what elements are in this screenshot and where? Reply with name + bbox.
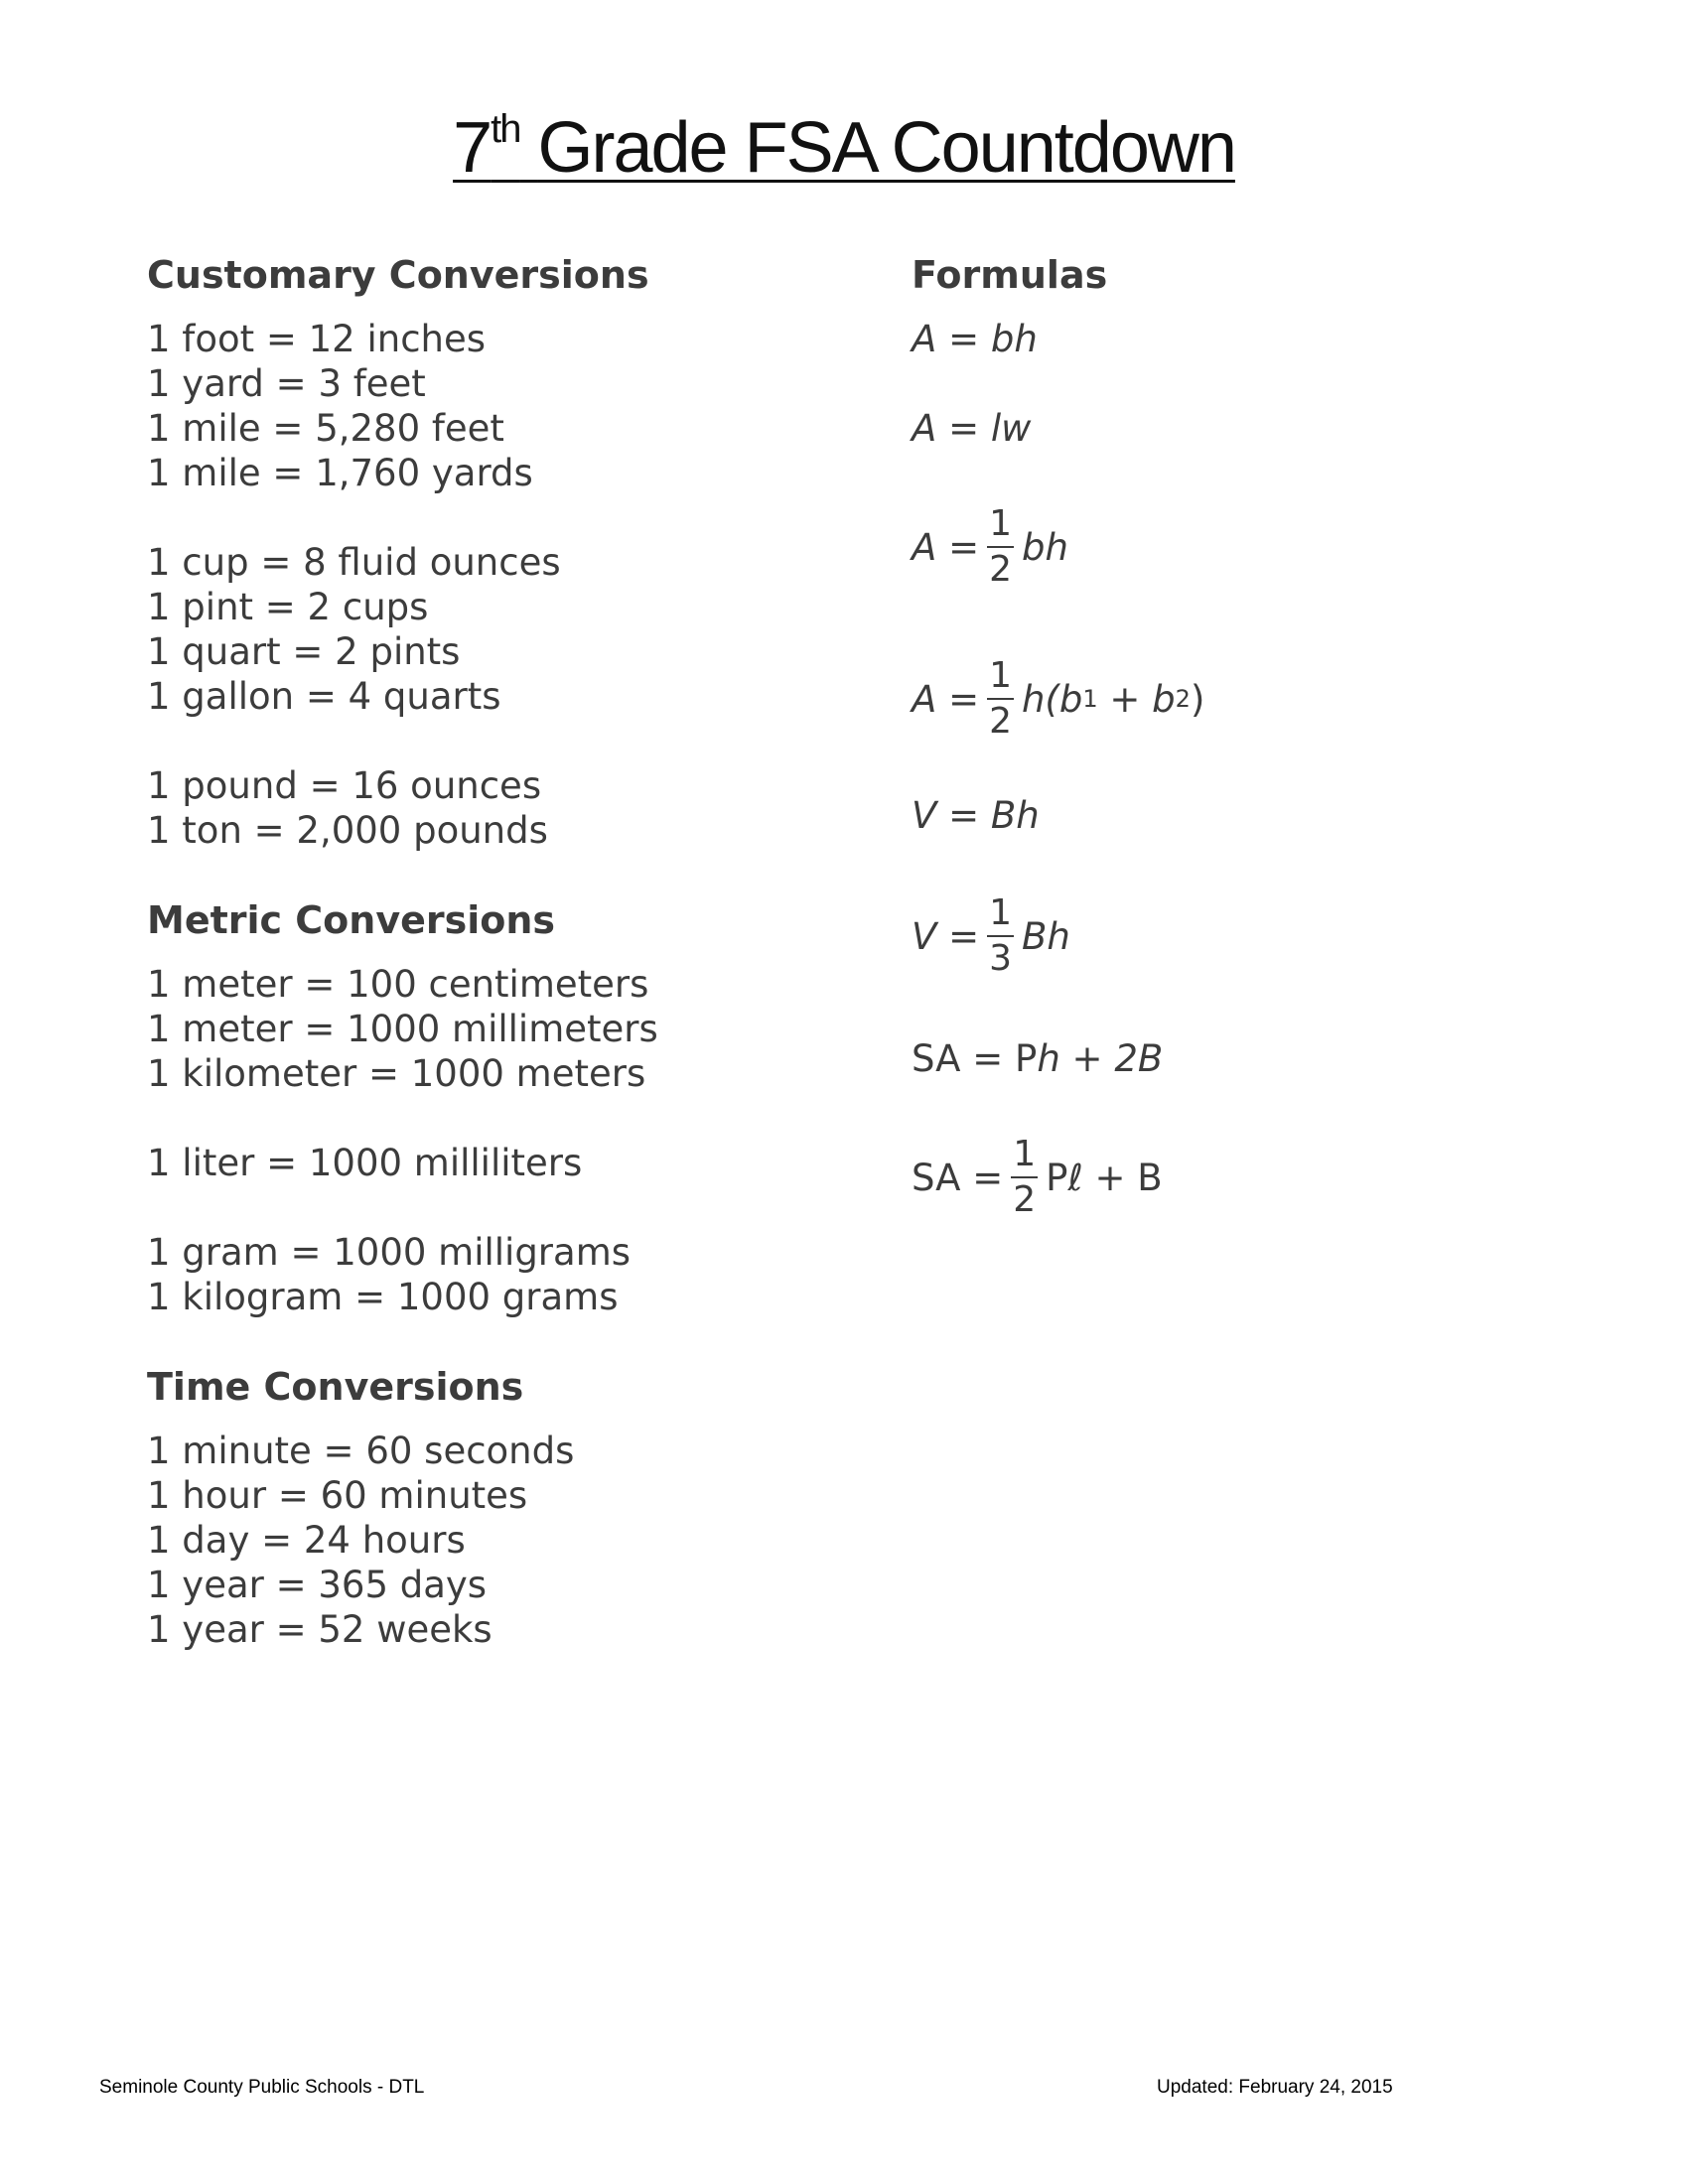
customary-line: 1 foot = 12 inches [147, 318, 487, 360]
fraction [1011, 1134, 1038, 1220]
fraction-denominator: 2 [1013, 1179, 1037, 1220]
formula-pyramid-surface-area: SA = $\frac{1}{2}$ Pℓ + B [912, 1134, 1163, 1220]
fraction-denominator: 2 [989, 549, 1012, 590]
time-line: 1 minute = 60 seconds [147, 1430, 575, 1472]
formula-h: h(b [1021, 677, 1083, 721]
formula-rhs: lw [990, 407, 1032, 450]
formula-prism-volume: V = Bh [912, 794, 1040, 837]
fraction [987, 892, 1014, 979]
customary-heading: Customary Conversions [147, 253, 649, 297]
formula-h: h [1037, 1037, 1060, 1080]
metric-line: 1 kilometer = 1000 meters [147, 1052, 646, 1095]
formula-trapezoid-area: A = $\frac{1}{2}$ h(b 1 + b 2 ) [912, 655, 1205, 742]
customary-line: 1 pound = 16 ounces [147, 764, 542, 807]
time-heading: Time Conversions [147, 1365, 524, 1409]
time-line: 1 year = 52 weeks [147, 1608, 492, 1651]
customary-line: 1 quart = 2 pints [147, 630, 461, 673]
customary-line: 1 yard = 3 feet [147, 362, 426, 405]
page-title [0, 107, 1688, 189]
formula-prism-surface-area: SA = P h + 2B [912, 1037, 1164, 1080]
metric-line: 1 meter = 100 centimeters [147, 963, 649, 1006]
subscript: 1 [1082, 685, 1098, 713]
formula-lhs: V [912, 914, 937, 958]
formula-triangle-area: A = $\frac{1}{2}$ bh [912, 503, 1068, 590]
metric-line: 1 liter = 1000 milliliters [147, 1142, 583, 1184]
formula-p: P [1015, 1037, 1038, 1080]
fraction-denominator: 2 [989, 701, 1012, 742]
time-line: 1 year = 365 days [147, 1564, 488, 1606]
formula-lhs: SA [912, 1156, 961, 1199]
time-line: 1 day = 24 hours [147, 1519, 466, 1562]
fraction-numerator: 1 [987, 895, 1014, 937]
formula-rectangle-area: A = bh [912, 318, 1038, 360]
formulas-heading: Formulas [912, 253, 1108, 297]
metric-line: 1 kilogram = 1000 grams [147, 1276, 619, 1318]
formula-rhs: Pℓ + B [1046, 1156, 1163, 1199]
formula-lhs: A [912, 407, 937, 450]
footer-source: Seminole County Public Schools - DTL [99, 2077, 425, 2098]
customary-line: 1 ton = 2,000 pounds [147, 809, 548, 852]
customary-line: 1 mile = 1,760 yards [147, 452, 533, 494]
title-text: Grade FSA Countdown [537, 108, 1235, 188]
fraction [987, 503, 1014, 590]
metric-line: 1 gram = 1000 milligrams [147, 1231, 632, 1274]
formula-lhs: A [912, 318, 937, 360]
subscript: 2 [1175, 685, 1191, 713]
title-suffix: th [491, 107, 520, 151]
customary-line: 1 gallon = 4 quarts [147, 675, 501, 718]
fraction-denominator: 3 [989, 938, 1012, 979]
formula-mid: + b [1097, 677, 1176, 721]
formula-b: 2B [1114, 1037, 1164, 1080]
fraction-numerator: 1 [987, 658, 1014, 700]
formula-rhs: Bh [990, 794, 1040, 837]
formula-close: ) [1190, 677, 1205, 721]
metric-heading: Metric Conversions [147, 898, 556, 942]
formula-rhs: Bh [1021, 914, 1070, 958]
metric-line: 1 meter = 1000 millimeters [147, 1008, 658, 1050]
fraction-numerator: 1 [1011, 1137, 1038, 1178]
formula-lhs: SA [912, 1037, 961, 1080]
customary-line: 1 mile = 5,280 feet [147, 407, 504, 450]
formula-lhs: A [912, 525, 937, 569]
formula-rhs: bh [1021, 525, 1068, 569]
formula-pyramid-volume: V = $\frac{1}{3}$ Bh [912, 892, 1070, 979]
formula-plus: + [1059, 1037, 1115, 1080]
time-line: 1 hour = 60 minutes [147, 1474, 528, 1517]
formula-lhs: A [912, 677, 937, 721]
fraction-numerator: 1 [987, 506, 1014, 548]
formula-rhs: bh [990, 318, 1038, 360]
fraction [987, 655, 1014, 742]
formula-lhs: V [912, 794, 937, 837]
customary-line: 1 cup = 8 fluid ounces [147, 541, 561, 584]
footer-updated: Updated: February 24, 2015 [1157, 2077, 1393, 2098]
customary-line: 1 pint = 2 cups [147, 586, 429, 628]
formula-rectangle-lw: A = lw [912, 407, 1032, 450]
title-number: 7 [453, 108, 492, 188]
